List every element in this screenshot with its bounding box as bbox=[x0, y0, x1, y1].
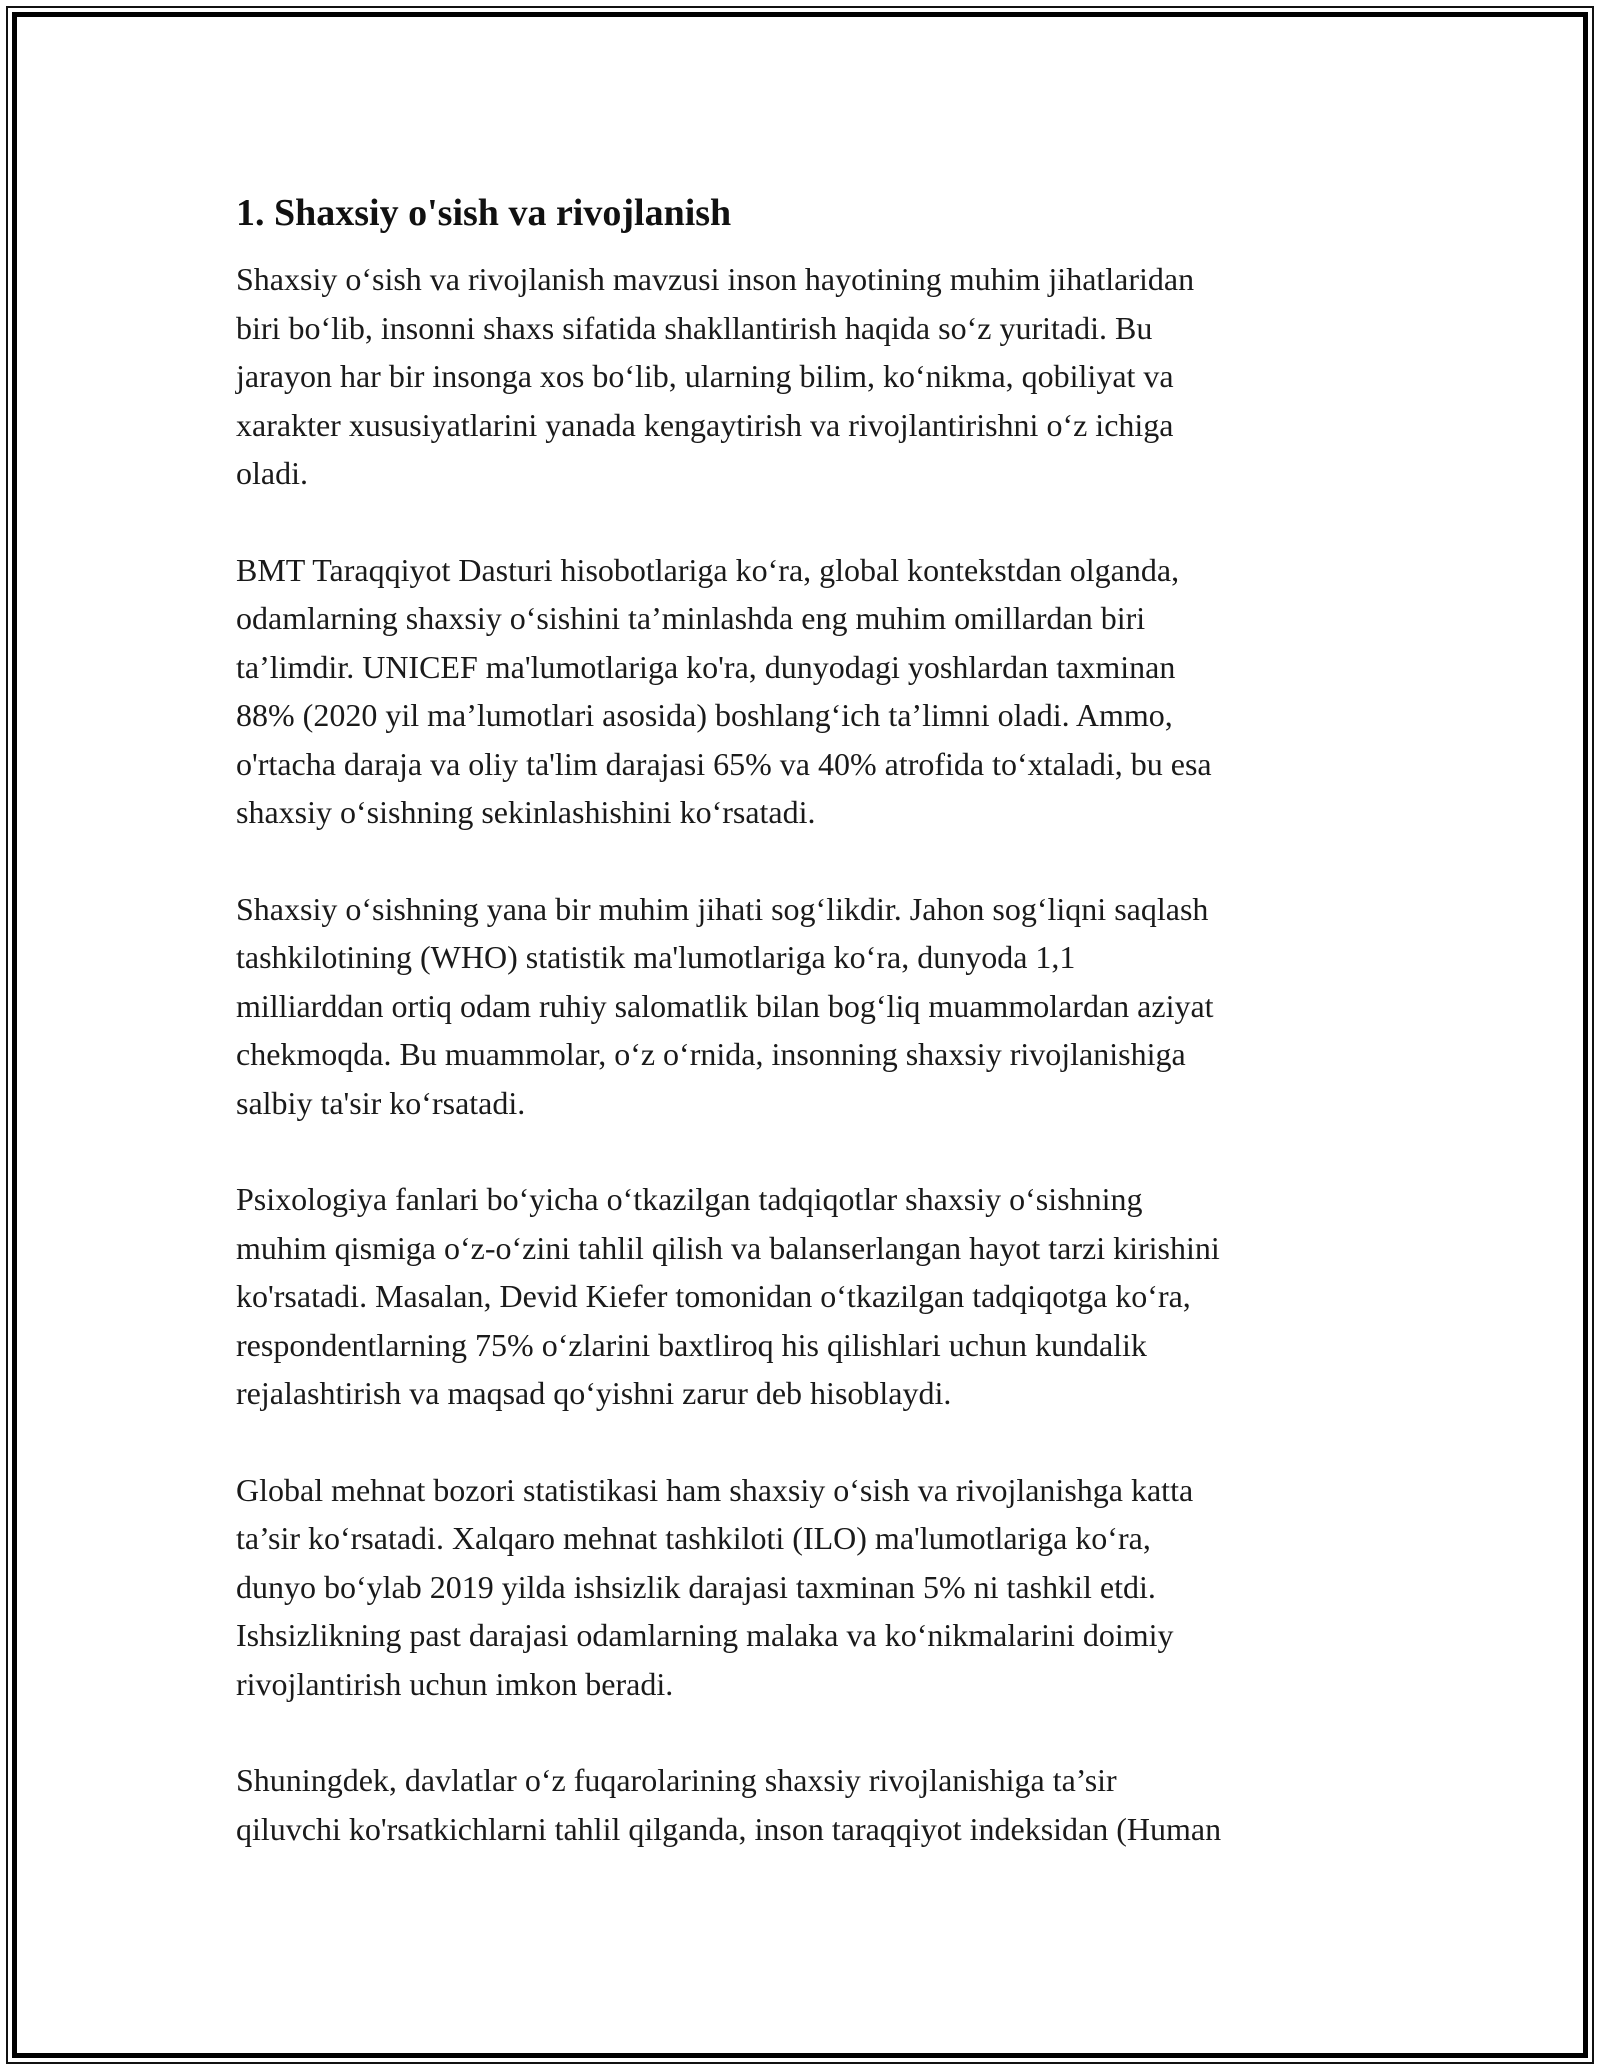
text-line: Psixologiya fanlari bo‘yicha o‘tkazilgan tadqiqotlar shaxsiy o‘sishning bbox=[236, 1181, 1143, 1217]
text-line: Shaxsiy o‘sishning yana bir muhim jihati sog‘likdir. Jahon sog‘liqni saqlash bbox=[236, 890, 1209, 927]
text-line: ta’limdir. UNICEF ma'lumotlariga ko'ra, dunyodagi yoshlardan taxminan bbox=[236, 648, 1176, 685]
text-line: o'rtacha daraja va oliy ta'lim darajasi 65% va 40% atrofida to‘xtaladi, bu esa bbox=[236, 745, 1212, 782]
text-line: ta’sir ko‘rsatadi. Xalqaro mehnat tashkiloti (ILO) ma'lumotlariga ko‘ra, bbox=[236, 1520, 1151, 1556]
text-line: rejalashtirish va maqsad qo‘yishni zarur deb hisoblaydi. bbox=[236, 1375, 952, 1411]
paragraph-6 bbox=[236, 1756, 1376, 1853]
document-body bbox=[236, 183, 1376, 1901]
text-line: milliarddan ortiq odam ruhiy salomatlik bilan bog‘liq muammolardan aziyat bbox=[236, 987, 1214, 1024]
text-line: biri bo‘lib, insonni shaxs sifatida shakllantirish haqida so‘z yuritadi. Bu bbox=[236, 309, 1153, 346]
text-line: Shaxsiy o‘sish va rivojlanish mavzusi inson hayotining muhim jihatlaridan bbox=[236, 261, 1195, 297]
text-line: xarakter xususiyatlarini yanada kengaytirish va rivojlantirishni o‘z ichiga bbox=[236, 406, 1174, 443]
text-line: tashkilotining (WHO) statistik ma'lumotlariga ko‘ra, dunyoda 1,1 bbox=[236, 939, 1076, 975]
text-line: dunyo bo‘ylab 2019 yilda ishsizlik darajasi taxminan 5% ni tashkil etdi. bbox=[236, 1568, 1156, 1605]
text-line: chekmoqda. Bu muammolar, o‘z o‘rnida, insonning shaxsiy rivojlanishiga bbox=[236, 1036, 1186, 1072]
text-line: qiluvchi ko'rsatkichlarni tahlil qilganda, inson taraqqiyot indeksidan (Human bbox=[236, 1810, 1222, 1847]
text-line: rivojlantirish uchun imkon beradi. bbox=[236, 1665, 674, 1702]
text-line: 88% (2020 yil ma’lumotlari asosida) boshlang‘ich ta’limni oladi. Ammo, bbox=[236, 697, 1173, 733]
text-line: oladi. bbox=[236, 455, 308, 491]
text-line: Ishsizlikning past darajasi odamlarning malaka va ko‘nikmalarini doimiy bbox=[236, 1617, 1174, 1653]
text-line: shaxsiy o‘sishning sekinlashishini ko‘rsatadi. bbox=[236, 794, 816, 830]
text-line: Global mehnat bozori statistikasi ham shaxsiy o‘sish va rivojlanishga katta bbox=[236, 1471, 1194, 1508]
paragraph-5 bbox=[236, 1466, 1376, 1709]
section-heading: 1. Shaxsiy o'sish va rivojlanish bbox=[236, 192, 732, 234]
paragraph-4 bbox=[236, 1175, 1376, 1418]
text-line: salbiy ta'sir ko‘rsatadi. bbox=[236, 1084, 526, 1121]
text-line: Shuningdek, davlatlar o‘z fuqarolarining shaxsiy rivojlanishiga ta’sir bbox=[236, 1762, 1117, 1798]
text-line: ko'rsatadi. Masalan, Devid Kiefer tomonidan o‘tkazilgan tadqiqotga ko‘ra, bbox=[236, 1278, 1191, 1314]
text-line: jarayon har bir insonga xos bo‘lib, ularning bilim, ko‘nikma, qobiliyat va bbox=[236, 358, 1174, 394]
text-line: respondentlarning 75% o‘zlarini baxtliroq his qilishlari uchun kundalik bbox=[236, 1326, 1147, 1363]
paragraph-1 bbox=[236, 255, 1376, 498]
text-line: muhim qismiga o‘z-o‘zini tahlil qilish va balanserlangan hayot tarzi kirishini bbox=[236, 1229, 1220, 1266]
text-line: BMT Taraqqiyot Dasturi hisobotlariga ko‘ra, global kontekstdan olganda, bbox=[236, 551, 1180, 588]
paragraph-3 bbox=[236, 885, 1376, 1128]
text-line: odamlarning shaxsiy o‘sishini ta’minlashda eng muhim omillardan biri bbox=[236, 600, 1146, 636]
paragraph-2 bbox=[236, 546, 1376, 837]
